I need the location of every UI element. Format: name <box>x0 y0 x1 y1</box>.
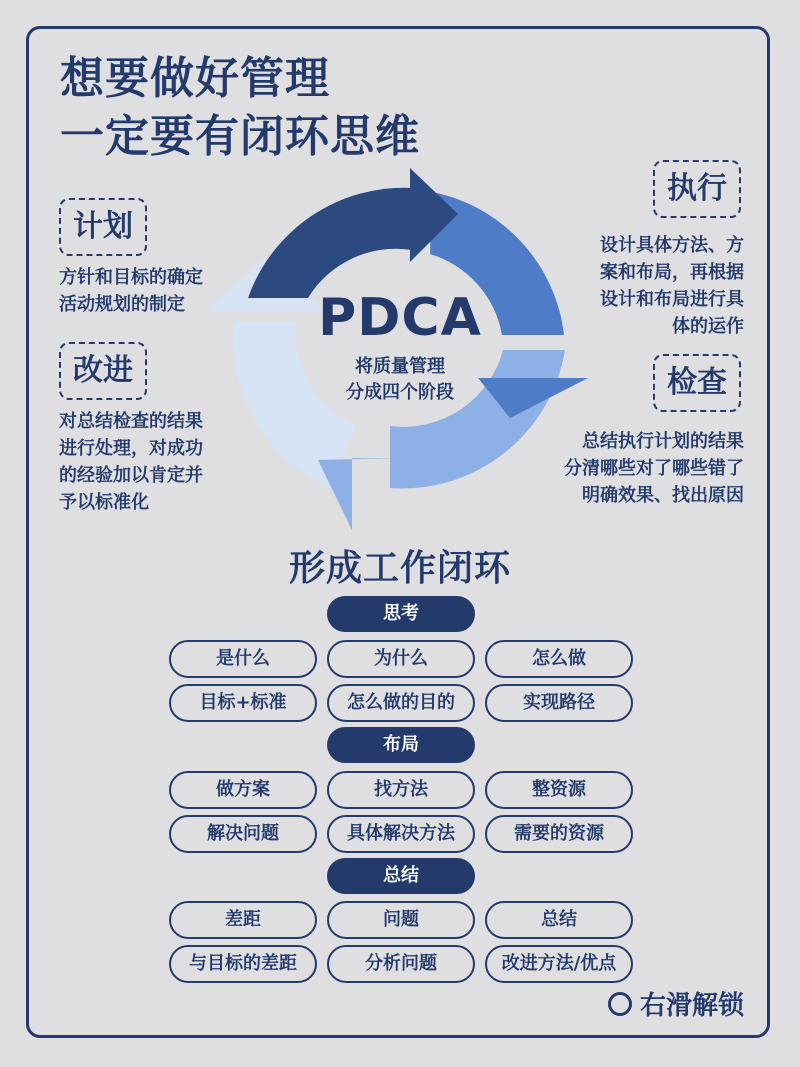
think-item-what: 是什么 <box>169 640 317 678</box>
do-line-3: 设计和布局进行具 <box>600 289 744 310</box>
cycle-arrow-check-head <box>318 458 398 530</box>
title-line-2: 一定要有闭环思维 <box>60 111 420 162</box>
summary-item-summary: 总结 <box>485 901 633 939</box>
stage-tag-do: 执行 <box>653 160 741 218</box>
stage-tag-plan: 计划 <box>59 198 147 256</box>
think-item-path: 实现路径 <box>485 684 633 722</box>
act-line-3: 的经验加以肯定并 <box>59 465 203 486</box>
stage-desc-do <box>600 232 744 340</box>
summary-item-problem: 问题 <box>327 901 475 939</box>
pdca-subtitle-line-1: 将质量管理 <box>355 356 445 377</box>
swipe-label: 右滑解锁 <box>639 991 744 1021</box>
layout-item-resources: 整资源 <box>485 771 633 809</box>
layout-item-solution: 具体解决方法 <box>327 815 475 853</box>
check-line-3: 明确效果、找出原因 <box>582 485 744 506</box>
plan-line-1: 方针和目标的确定 <box>59 267 203 288</box>
think-item-why: 为什么 <box>327 640 475 678</box>
act-line-4: 予以标准化 <box>59 492 149 513</box>
pdca-subtitle-line-2: 分成四个阶段 <box>346 382 454 403</box>
stage-tag-check: 检查 <box>653 354 741 412</box>
summary-item-gap: 差距 <box>169 901 317 939</box>
think-item-purpose: 怎么做的目的 <box>327 684 475 722</box>
summary-item-analyze: 分析问题 <box>327 945 475 983</box>
circle-icon <box>608 992 632 1016</box>
stage-desc-act <box>59 408 203 516</box>
think-item-goal: 目标+标准 <box>169 684 317 722</box>
title-line-1: 想要做好管理 <box>60 53 330 104</box>
pdca-label: PDCA <box>318 288 482 348</box>
stage-desc-plan <box>59 264 203 318</box>
section-header-think: 思考 <box>327 596 475 632</box>
plan-line-2: 活动规划的制定 <box>59 294 185 315</box>
do-line-2: 案和布局，再根据 <box>600 262 744 283</box>
stage-desc-check <box>564 428 744 509</box>
swipe-unlock[interactable] <box>608 985 744 1022</box>
check-line-2: 分清哪些对了哪些错了 <box>564 458 744 479</box>
section-header-layout: 布局 <box>327 727 475 763</box>
layout-item-method: 找方法 <box>327 771 475 809</box>
pdca-subtitle <box>300 354 500 406</box>
summary-item-improve: 改进方法/优点 <box>485 945 633 983</box>
layout-item-solve: 解决问题 <box>169 815 317 853</box>
layout-item-needed: 需要的资源 <box>485 815 633 853</box>
layout-item-plan: 做方案 <box>169 771 317 809</box>
check-line-1: 总结执行计划的结果 <box>582 431 744 452</box>
act-line-1: 对总结检查的结果 <box>59 411 203 432</box>
summary-item-goal-gap: 与目标的差距 <box>169 945 317 983</box>
loop-title: 形成工作闭环 <box>288 548 511 589</box>
do-line-4: 体的运作 <box>672 316 744 337</box>
section-header-summary: 总结 <box>327 858 475 894</box>
cycle-arrow-plan <box>248 188 412 298</box>
stage-tag-act: 改进 <box>59 342 147 400</box>
think-item-how: 怎么做 <box>485 640 633 678</box>
do-line-1: 设计具体方法、方 <box>600 235 744 256</box>
act-line-2: 进行处理，对成功 <box>59 438 203 459</box>
